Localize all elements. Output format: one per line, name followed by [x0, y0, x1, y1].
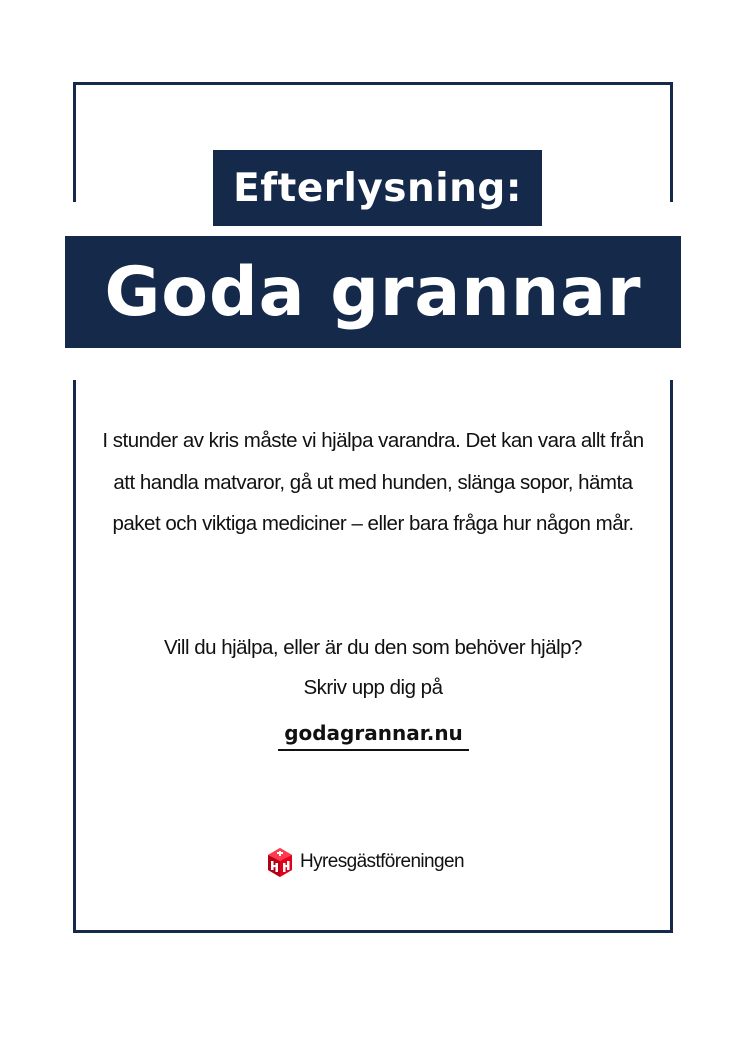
website-link[interactable]: godagrannar.nu — [278, 719, 469, 751]
house-logo-icon — [266, 846, 294, 878]
organization-logo — [266, 846, 464, 878]
frame-bottom — [73, 930, 673, 933]
header-label: Efterlysning: — [213, 150, 542, 226]
call-to-action — [90, 628, 656, 708]
page-title: Goda grannar — [65, 236, 681, 348]
frame-right-lower — [670, 380, 673, 933]
intro-paragraph: I stunder av kris måste vi hjälpa varandra. Det kan vara allt från att handla matvaror, gå ut med hunden, slänga sopor, hämta paket och viktiga mediciner – eller bara fråga hur någon mår. — [102, 429, 644, 535]
frame-left-lower — [73, 380, 76, 933]
frame-left-upper — [73, 82, 76, 202]
question-text: Vill du hjälpa, eller är du den som behöver hjälp? — [164, 636, 582, 659]
frame-right-upper — [670, 82, 673, 202]
logo-text: Hyresgästföreningen — [300, 851, 464, 872]
signup-text: Skriv upp dig på — [303, 676, 443, 699]
frame-top — [73, 82, 673, 85]
